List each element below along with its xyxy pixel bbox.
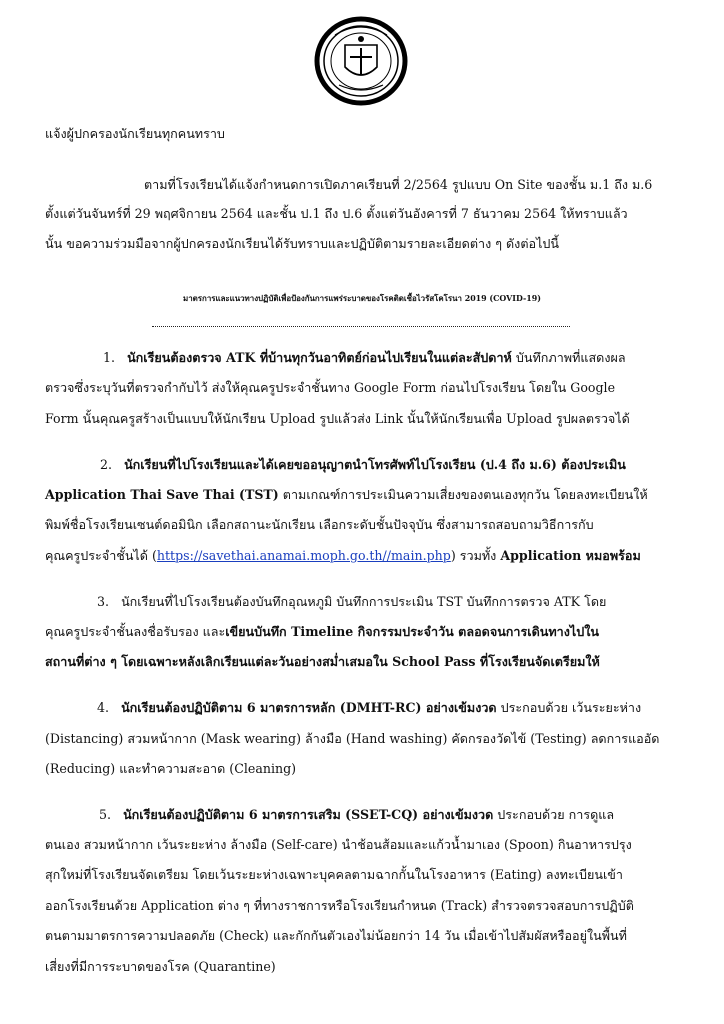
item-3-line-2 xyxy=(45,623,599,641)
item-2-line-4-pre: คุณครูประจำชั้นได้ ( xyxy=(45,548,157,563)
school-seal-icon xyxy=(313,15,409,107)
item-5-first-line xyxy=(99,806,614,824)
item-5-line-2: ตนเอง สวมหน้ากาก เว้นระยะห่าง ล้างมือ (Self-care) นำช้อนส้อมและแก้วน้ำมาเอง (Spoon) กินอาหารปรุง xyxy=(45,837,632,852)
item-2-app-name: Application Thai Save Thai (TST) xyxy=(45,487,279,502)
item-4-line-2: (Distancing) สวมหน้ากาก (Mask wearing) ล้างมือ (Hand washing) คัดกรองวัดไข้ (Testing) ลดการแออัด xyxy=(45,731,660,746)
section-title: มาตรการและแนวทางปฏิบัติเพื่อป้องกันการแพร่ระบาดของโรคติดเชื้อไวรัสโคโรนา 2019 (COVID-19) xyxy=(183,294,541,303)
item-5-line-6: เสี่ยงที่มีการระบาดของโรค (Quarantine) xyxy=(45,959,276,974)
item-4-heading: นักเรียนต้องปฏิบัติตาม 6 มาตรการหลัก (DMHT-RC) อย่างเข้มงวด xyxy=(121,700,497,715)
item-4-line-3: (Reducing) และทำความสะอาด (Cleaning) xyxy=(45,761,297,776)
item-3-first-line xyxy=(97,593,606,611)
item-5-line-4: ออกโรงเรียนด้วย Application ต่าง ๆ ที่ทางราชการหรือโรงเรียนกำหนด (Track) สำรวจตรวจสอบการปฏิบัติ xyxy=(45,898,634,913)
item-1-number: 1. xyxy=(103,350,116,365)
item-1-first-line xyxy=(103,349,626,367)
item-1-line-2: ตรวจซึ่งระบุวันที่ตรวจกำกับไว้ ส่งให้คุณครูประจำชั้นทาง Google Form ก่อนไปโรงเรียน โดยใน Google xyxy=(45,380,616,395)
item-5-heading: นักเรียนต้องปฏิบัติตาม 6 มาตรการเสริม (SSET-CQ) อย่างเข้มงวด xyxy=(123,807,494,822)
item-2-number: 2. xyxy=(100,457,113,472)
item-3-line-2-pre: คุณครูประจำชั้นลงชื่อรับรอง และ xyxy=(45,624,226,639)
item-1-text: บันทึกภาพที่แสดงผล xyxy=(511,350,626,365)
item-1-heading: นักเรียนต้องตรวจ ATK ที่บ้านทุกวันอาทิตย์ก่อนไปเรียนในแต่ละสัปดาห์ xyxy=(127,350,512,365)
item-2-heading: นักเรียนที่ไปโรงเรียนและได้เคยขออนุญาตนำโทรศัพท์ไปโรงเรียน (ป.4 ถึง ม.6) ต้องประเมิน xyxy=(124,457,626,472)
item-3-timeline-text: เขียนบันทึก Timeline กิจกรรมประจำวัน ตลอดจนการเดินทางไปใน xyxy=(225,624,599,639)
section-divider xyxy=(152,326,570,327)
item-2-line-3: พิมพ์ชื่อโรงเรียนเซนต์ดอมินิก เลือกสถานะนักเรียน เลือกระดับชั้นปัจจุบัน ซึ่งสามารถสอบถามวิธีการกับ xyxy=(45,517,594,532)
savethai-link[interactable]: https://savethai.anamai.moph.go.th//main.php xyxy=(156,548,451,563)
item-5-line-5: ตนตามมาตรการความปลอดภัย (Check) และกักกันตัวเองไม่น้อยกว่า 14 วัน เมื่อเข้าไปสัมผัสหรืออยู่ในพื้นที่ xyxy=(45,928,627,943)
intro-line-1: ตามที่โรงเรียนได้แจ้งกำหนดการเปิดภาคเรียนที่ 2/2564 รูปแบบ On Site ของชั้น ม.1 ถึง ม.6 xyxy=(144,177,653,192)
item-4-number: 4. xyxy=(97,700,110,715)
item-2-line-4-mid: ) รวมทั้ง xyxy=(450,548,501,563)
item-2-mohprom-app: Application หมอพร้อม xyxy=(500,548,641,563)
item-2-line-2-text: ตามเกณฑ์การประเมินความเสี่ยงของตนเองทุกวัน โดยลงทะเบียนให้ xyxy=(278,487,648,502)
item-5-text: ประกอบด้วย การดูแล xyxy=(493,807,615,822)
item-2-first-line xyxy=(100,456,626,474)
intro-line-2: ตั้งแต่วันจันทร์ที่ 29 พฤศจิกายน 2564 และชั้น ป.1 ถึง ป.6 ตั้งแต่วันอังคารที่ 7 ธันวาคม 2564 ให้ทราบแล้ว xyxy=(45,206,628,221)
intro-line-3: นั้น ขอความร่วมมือจากผู้ปกครองนักเรียนได้รับทราบและปฏิบัติตามรายละเอียดต่าง ๆ ดังต่อไปนี้ xyxy=(45,236,560,251)
item-3-number: 3. xyxy=(97,594,110,609)
item-1-line-3: Form นั้นคุณครูสร้างเป็นแบบให้นักเรียน Upload รูปแล้วส่ง Link นั้นให้นักเรียนเพื่อ Upload รูปผลตรวจได้ xyxy=(45,411,630,426)
greeting: แจ้งผู้ปกครองนักเรียนทุกคนทราบ xyxy=(45,126,225,141)
item-4-first-line xyxy=(97,699,641,717)
item-2-line-2 xyxy=(45,486,648,504)
item-5-line-3: สุกใหม่ที่โรงเรียนจัดเตรียม โดยเว้นระยะห่างเฉพาะบุคคลตามฉากกั้นในโรงอาหาร (Eating) ลงทะเบียนเข้า xyxy=(45,867,623,882)
item-5-number: 5. xyxy=(99,807,112,822)
item-2-line-4 xyxy=(45,547,641,565)
item-3-text: นักเรียนที่ไปโรงเรียนต้องบันทึกอุณหภูมิ บันทึกการประเมิน TST บันทึกการตรวจ ATK โดย xyxy=(121,594,607,609)
item-4-text: ประกอบด้วย เว้นระยะห่าง xyxy=(496,700,642,715)
item-3-line-3: สถานที่ต่าง ๆ โดยเฉพาะหลังเลิกเรียนแต่ละวันอย่างสม่ำเสมอใน School Pass ที่โรงเรียนจัดเตรียมให้ xyxy=(45,654,600,669)
